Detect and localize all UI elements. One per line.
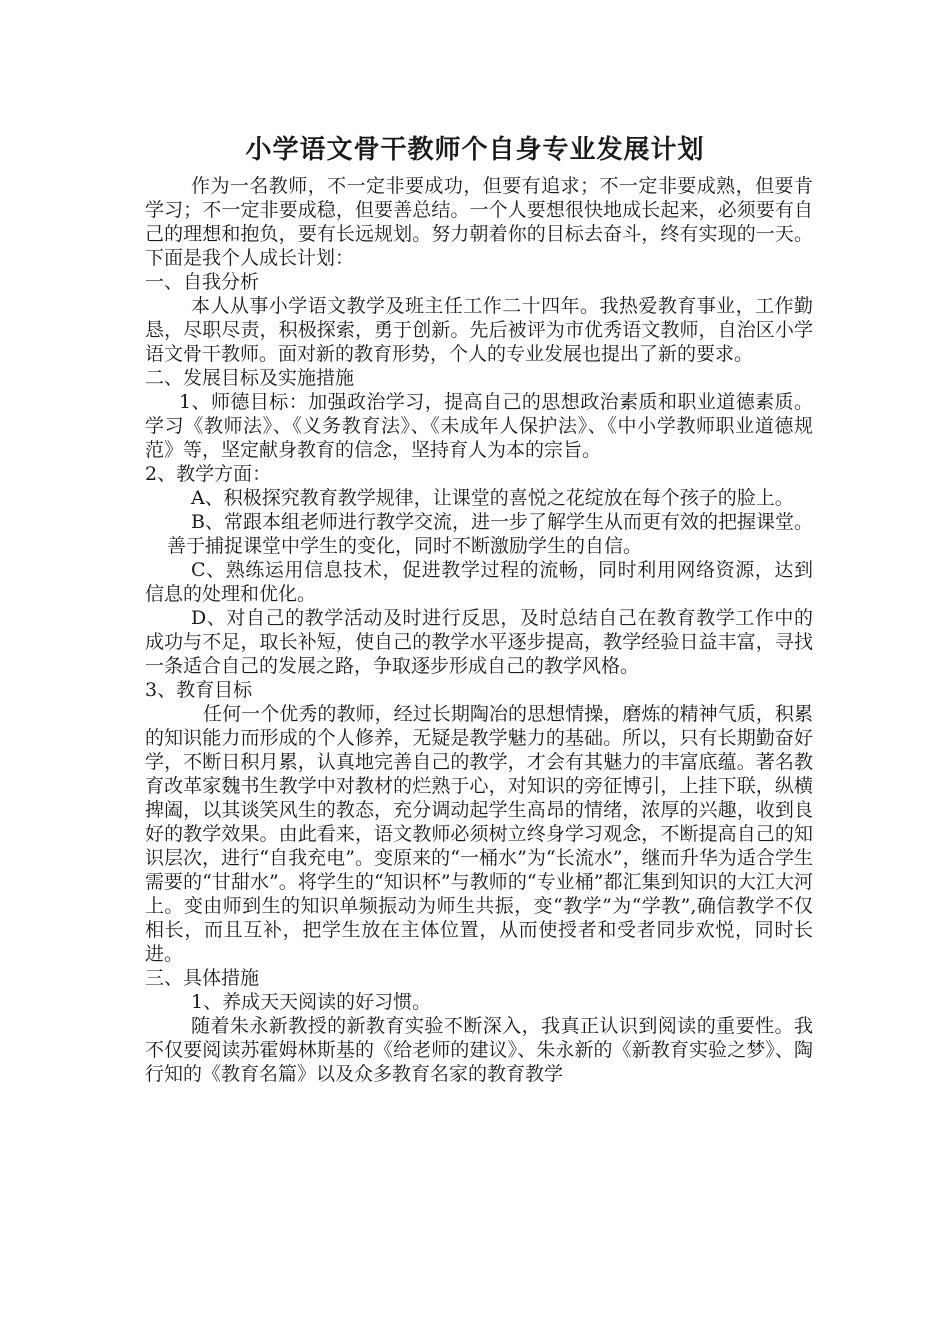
document-title: 小学语文骨干教师个自身专业发展计划	[245, 135, 705, 165]
teaching-item-b: B、常跟本组老师进行教学交流，进一步了解学生从而更有效的把握课堂。善于捕捉课堂中学生的变化，同时不断激励学生的自信。	[167, 511, 813, 557]
teaching-item-c: C、熟练运用信息技术，促进教学过程的流畅，同时利用网络资源，达到信息的处理和优化。	[145, 559, 813, 605]
subheading-teaching: 2、教学方面：	[145, 463, 272, 485]
section-heading-self-analysis: 一、自我分析	[145, 271, 260, 293]
subheading-education-goal: 3、教育目标	[145, 679, 253, 701]
section-heading-measures: 三、具体措施	[145, 967, 260, 989]
teaching-item-a: A、积极探究教育教学规律，让课堂的喜悦之花绽放在每个孩子的脸上。	[191, 487, 794, 509]
education-goal-paragraph: 任何一个优秀的教师，经过长期陶冶的思想情操，磨炼的精神气质，积累的知识能力而形成的个人修养，无疑是教学魅力的基础。所以，只有长期勤奋好学，不断日积月累，认真地完善自己的教学，才会有其魅力的丰富底蕴。著名教育改革家魏书生教学中对教材的烂熟于心，对知识的旁征博引，上挂下联，纵横捭阖，以其谈笑风生的教态，充分调动起学生高昂的情绪，浓厚的兴趣，收到良好的教学效果。由此看来，语文教师必须树立终身学习观念，不断提高自己的知识层次，进行“自我充电”。变原来的“一桶水”为“长流水”，继而升华为适合学生需要的“甘甜水”。将学生的“知识杯”与教师的“专业桶”都汇集到知识的大江大河上。变由师到生的知识单频振动为师生共振，变“教学”为“学教”,确信教学不仅相长，而且互补，把学生放在主体位置，从而使授者和受者同步欢悦，同时长进。	[145, 703, 813, 965]
ethics-goal-paragraph: 1、师德目标：加强政治学习，提高自己的思想政治素质和职业道德素质。学习《教师法》、《义务教育法》、《未成年人保护法》、《中小学教师职业道德规范》等，坚定献身教育的信念，坚持育人为本的宗旨。	[145, 391, 813, 461]
teaching-item-d: D、对自己的教学活动及时进行反思，及时总结自己在教育教学工作中的成功与不足，取长补短，使自己的教学水平逐步提高，教学经验日益丰富，寻找一条适合自己的发展之路，争取逐步形成自己的教学风格。	[145, 607, 813, 677]
self-analysis-paragraph: 本人从事小学语文教学及班主任工作二十四年。我热爱教育事业，工作勤恳，尽职尽责，积极探索，勇于创新。先后被评为市优秀语文教师，自治区小学语文骨干教师。面对新的教育形势，个人的专业发展也提出了新的要求。	[145, 295, 813, 365]
section-heading-goals: 二、发展目标及实施措施	[145, 367, 355, 389]
intro-paragraph: 作为一名教师，不一定非要成功，但要有追求；不一定非要成熟，但要肯学习；不一定非要成稳，但要善总结。一个人要想很快地成长起来，必须要有自己的理想和抱负，要有长远规划。努力朝着你的目标去奋斗，终有实现的一天。下面是我个人成长计划：	[145, 175, 813, 269]
document-body	[145, 174, 813, 1086]
measure-item-1: 1、养成天天阅读的好习惯。	[191, 991, 432, 1013]
reading-paragraph: 随着朱永新教授的新教育实验不断深入，我真正认识到阅读的重要性。我不仅要阅读苏霍姆林斯基的《给老师的建议》、朱永新的《新教育实验之梦》、陶行知的《教育名篇》以及众多教育名家的教育教学	[145, 1015, 813, 1085]
